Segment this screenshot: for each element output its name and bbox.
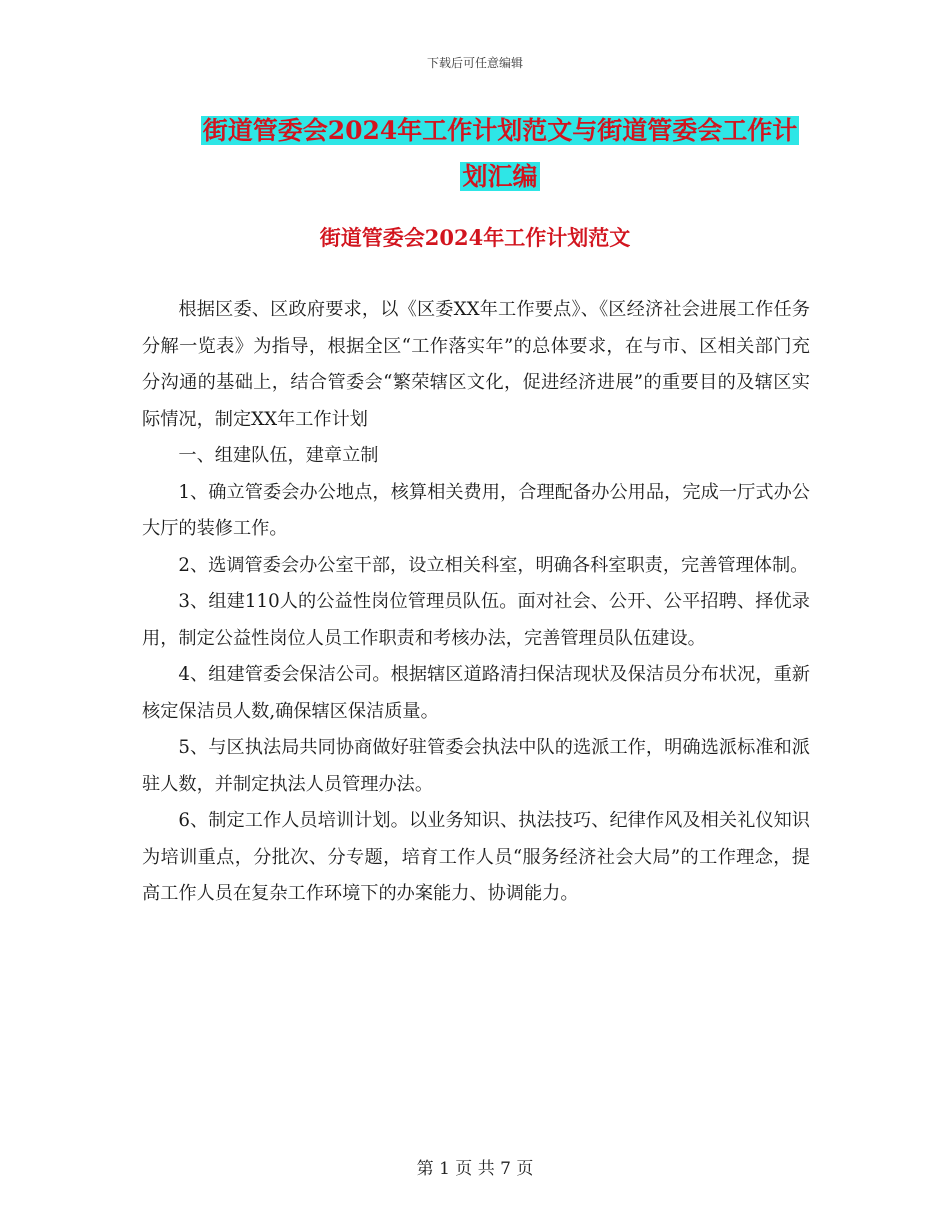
page-number: 第 1 页 共 7 页: [416, 1159, 534, 1179]
document-title: [150, 108, 850, 200]
paragraph-item-4: 4、组建管委会保洁公司。根据辖区道路清扫保洁现状及保洁员分布状况，重新核定保洁员人数,确保辖区保洁质量。: [142, 664, 810, 722]
paragraph-intro: 根据区委、区政府要求，以《区委XX年工作要点》、《区经济社会进展工作任务分解一览表》为指导，根据全区“工作落实年”的总体要求，在与市、区相关部门充分沟通的基础上，结合管委会“繁荣辖区文化，促进经济进展”的重要目的及辖区实际情况，制定XX年工作计划: [142, 299, 810, 430]
section-heading-1: 一、组建队伍，建章立制: [178, 445, 379, 466]
document-title-line-1: 街道管委会2024年工作计划范文与街道管委会工作计: [202, 116, 798, 145]
paragraph-item-5: 5、与区执法局共同协商做好驻管委会执法中队的选派工作，明确选派标准和派驻人数，并制定执法人员管理办法。: [142, 737, 810, 795]
page-header-note: 下载后可任意编辑: [426, 56, 523, 70]
paragraph-item-2: 2、选调管委会办公室干部，设立相关科室，明确各科室职责，完善管理体制。: [178, 554, 809, 576]
document-title-line-2: 划汇编: [462, 162, 538, 191]
paragraph-item-1: 1、确立管委会办公地点，核算相关费用，合理配备办公用品，完成一厅式办公大厅的装修工作。: [142, 481, 810, 539]
document-body: [142, 292, 810, 913]
paragraph-item-6: 6、制定工作人员培训计划。以业务知识、执法技巧、纪律作风及相关礼仪知识为培训重点，分批次、分专题，培育工作人员“服务经济社会大局”的工作理念，提高工作人员在复杂工作环境下的办案能力、协调能力。: [142, 810, 810, 904]
paragraph-item-3: 3、组建110人的公益性岗位管理员队伍。面对社会、公开、公平招聘、择优录用，制定公益性岗位人员工作职责和考核办法，完善管理员队伍建设。: [142, 591, 810, 649]
section-title: 街道管委会2024年工作计划范文: [319, 225, 631, 250]
